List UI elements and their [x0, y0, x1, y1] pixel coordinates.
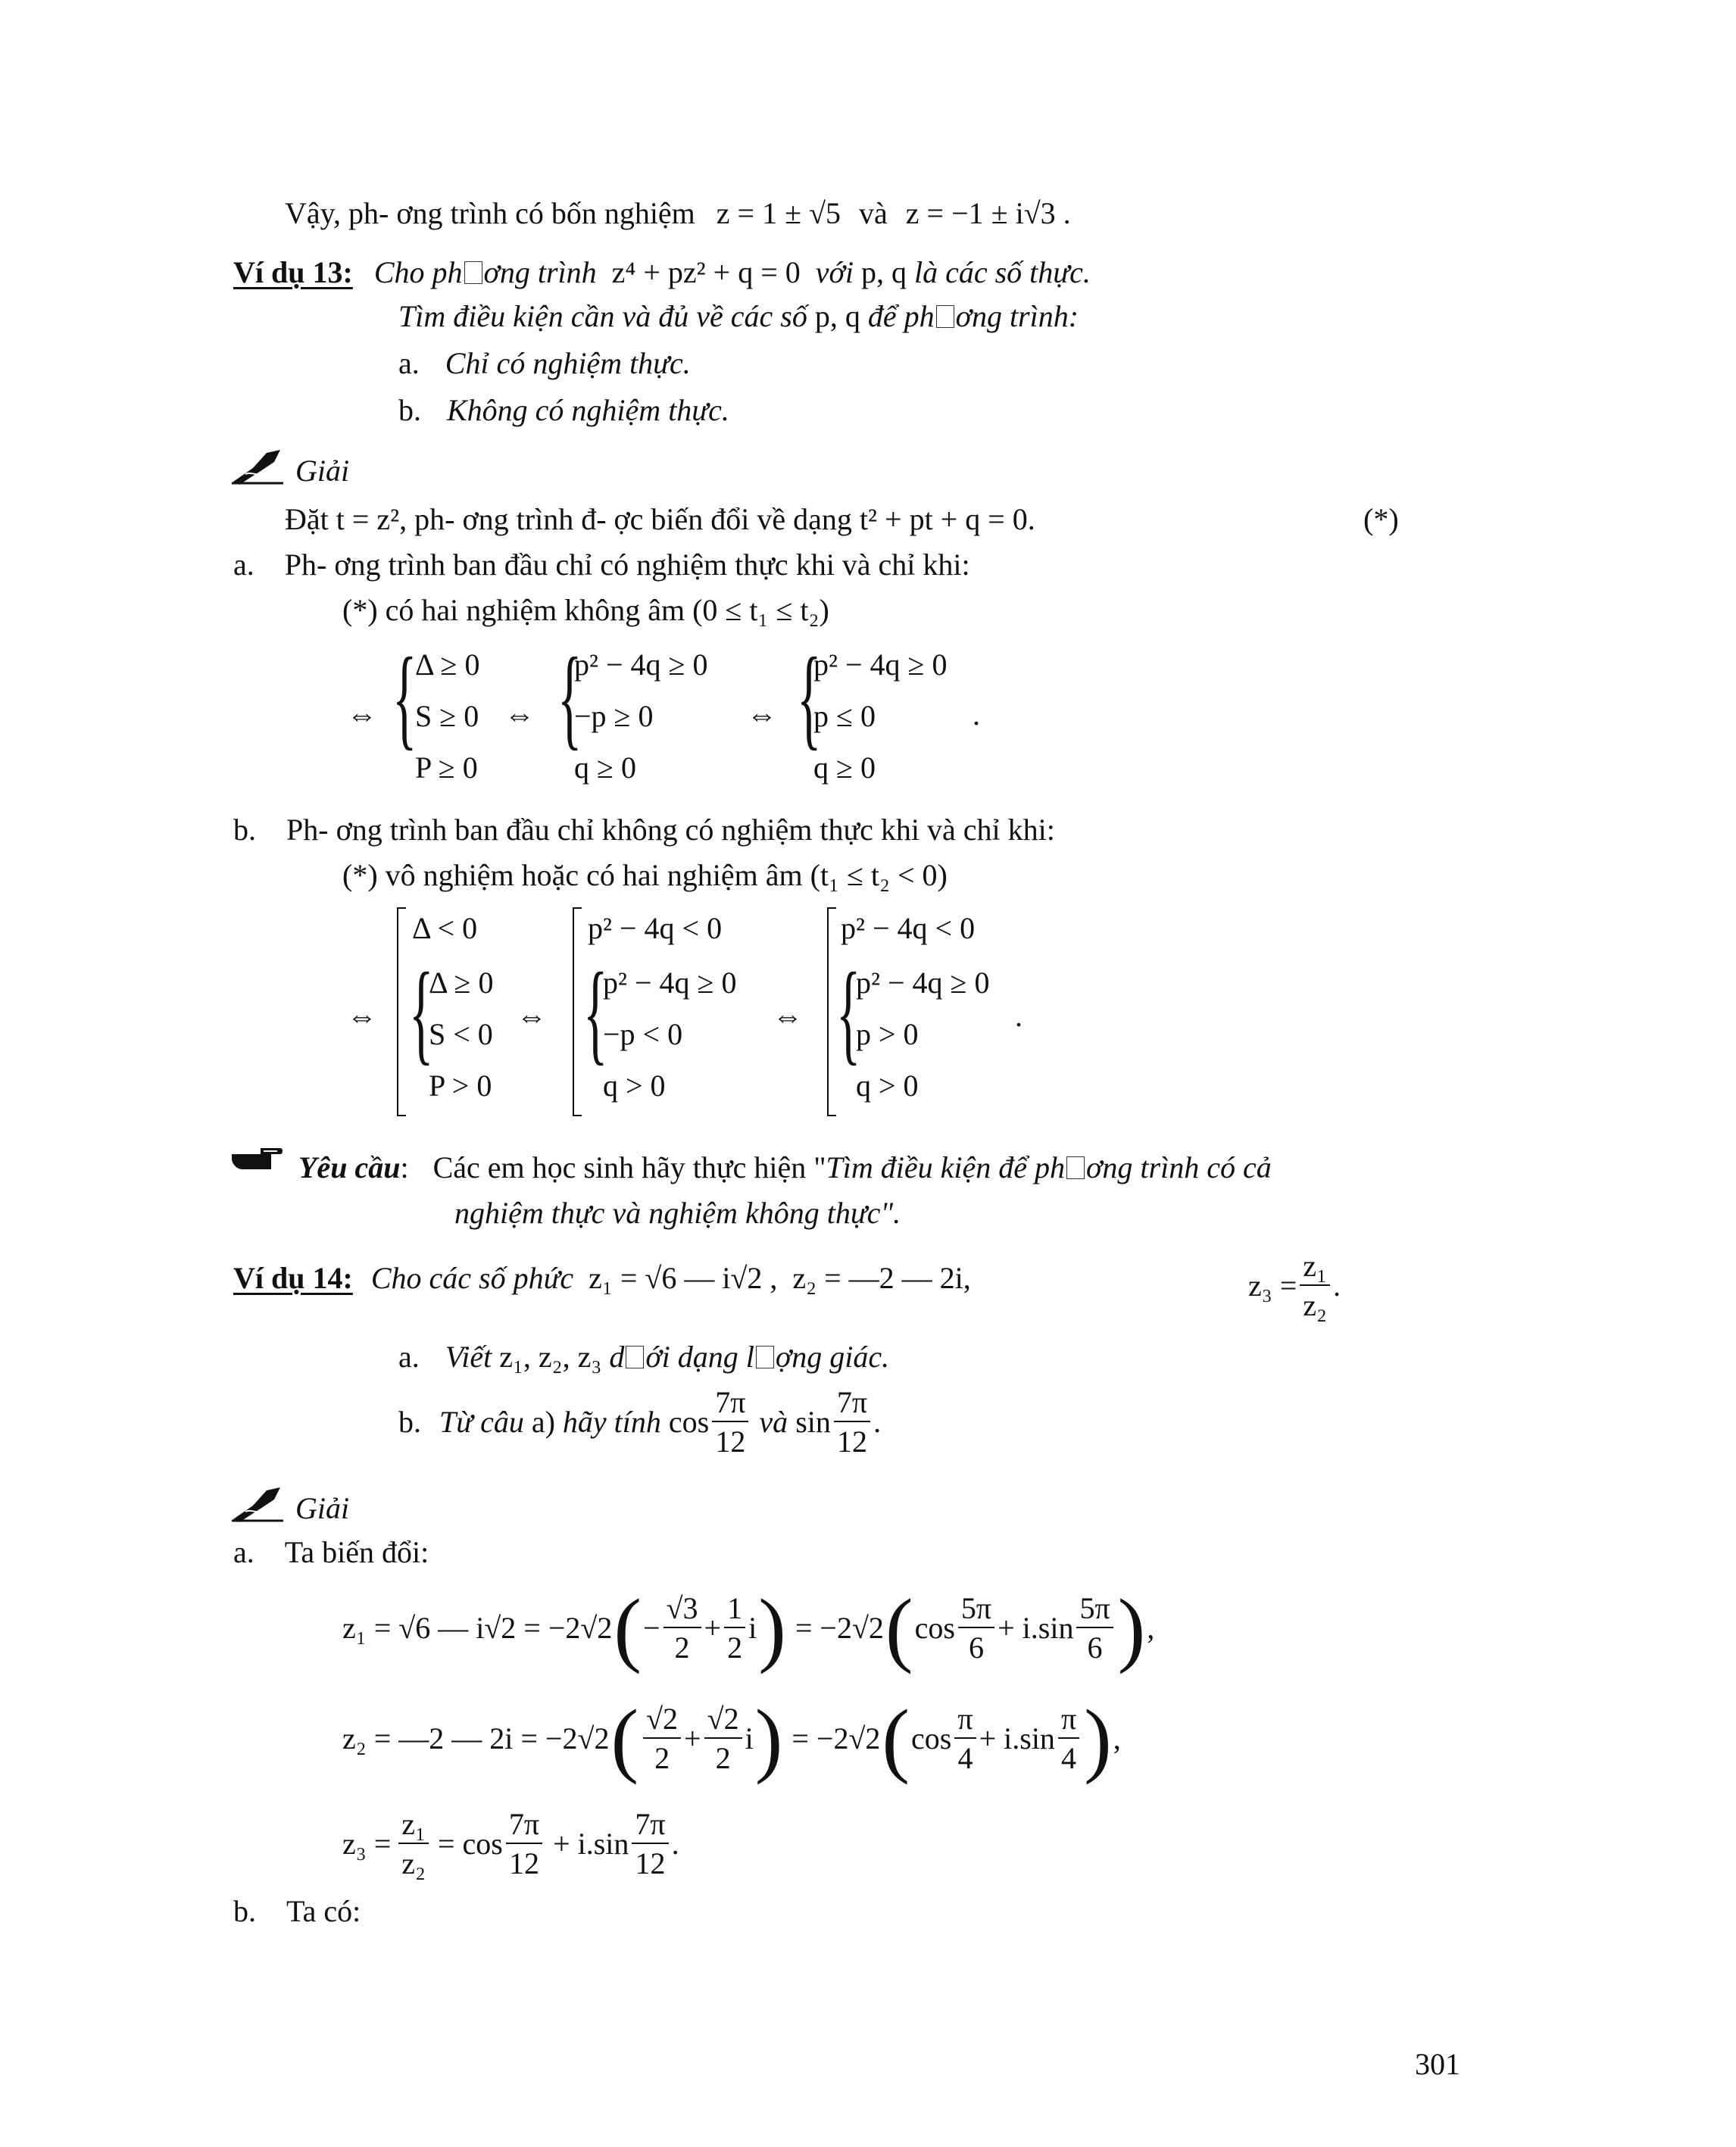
z3-lhs: z₃ = [342, 1827, 392, 1861]
z2-cos: cos [911, 1721, 952, 1755]
ex13-text-4: là các số thực. [913, 255, 1091, 289]
paren-close: ) [1117, 1582, 1146, 1674]
item-b-label: b. [398, 1405, 421, 1439]
z3-frac-7pi12-b [632, 1809, 668, 1879]
sys-b-c1-row3: P > 0 [429, 1069, 492, 1103]
equiv-arrow-1: ⇔ [347, 697, 377, 732]
missing-glyph-box [756, 1346, 774, 1368]
solution-1-heading: Giải [295, 454, 350, 488]
paren-close: ) [758, 1582, 786, 1674]
writing-hand-icon [230, 1486, 285, 1524]
z1-end: , [1147, 1611, 1155, 1645]
sys-a-c3-row3: q ≥ 0 [813, 751, 876, 785]
request-text-2: Tìm điều kiện để ph [826, 1150, 1066, 1184]
fraction-numerator: √3 [663, 1593, 701, 1628]
part-b-label: b. [233, 1894, 256, 1928]
sys-a-c2-row1: p² − 4q ≥ 0 [574, 648, 708, 682]
part-a-label: a. [233, 548, 254, 582]
sys-a-c1-row1: Δ ≥ 0 [415, 648, 480, 682]
sys-a-c1-row3: P ≥ 0 [415, 751, 478, 785]
fraction-denominator: 6 [1087, 1631, 1103, 1665]
z1-eq: = −2√2 [795, 1611, 884, 1645]
star-label: (*) [1363, 502, 1399, 536]
paren-open: ( [614, 1582, 642, 1674]
sys-b-c3-row2: p > 0 [856, 1017, 919, 1051]
fraction-denominator: 12 [715, 1425, 746, 1459]
request-text-1: Các em học sinh hãy thực hiện " [432, 1150, 826, 1184]
sys-b-end: . [1015, 999, 1023, 1033]
example-14-label: Ví dụ 14: [233, 1261, 353, 1295]
brace: { [409, 950, 434, 1075]
part-b-label: b. [233, 813, 256, 847]
z1-derivation [342, 1583, 1154, 1674]
ex13-l2-text: Tìm điều kiện cần và đủ về các số [398, 299, 807, 333]
sol2-part-a [233, 1537, 429, 1568]
z1-frac-5pi6-b [1076, 1593, 1113, 1663]
z1-plus: + [704, 1611, 722, 1645]
substitution-text: Đặt t = z², ph- ơng trình đ- ợc biến đổi về dạng t² + pt + q = 0. [285, 502, 1035, 536]
ex14-b-and: và [759, 1405, 788, 1439]
ex14-z2: z₂ = —2 — 2i, [792, 1261, 971, 1295]
item-a-label: a. [398, 346, 420, 380]
z2-frac-a [643, 1704, 681, 1774]
sys-b-c2-row1: p² − 4q ≥ 0 [603, 966, 737, 1000]
z2-frac-b [704, 1704, 742, 1774]
request-line-1 [298, 1150, 1272, 1184]
fraction-numerator: √2 [704, 1704, 742, 1739]
z2-i: i [745, 1721, 754, 1755]
missing-glyph-box [464, 261, 482, 284]
sys-a-end: . [973, 697, 980, 732]
fraction-numerator: 5π [1076, 1593, 1113, 1628]
equiv-arrow-2: ⇔ [504, 697, 535, 732]
sys-a-c2-row3: q ≥ 0 [574, 751, 636, 785]
ex14-a-text3: ới dạng l [645, 1340, 754, 1374]
sys-a-c2-row2: −p ≥ 0 [574, 699, 654, 733]
ex14-a-text4: ợng giác. [775, 1340, 890, 1374]
ex14-b-text1: Từ câu [439, 1405, 524, 1439]
z3-derivation [342, 1802, 679, 1886]
conclusion-line [285, 198, 1071, 229]
z2-end: , [1113, 1721, 1121, 1755]
z2-frac-pi4-b [1058, 1704, 1079, 1774]
bracket [827, 907, 836, 1116]
roots-real: z = 1 ± √5 [716, 196, 841, 230]
sys-b-c1-top: Δ < 0 [412, 911, 478, 945]
request-text-3: ơng trình có cả [1086, 1150, 1272, 1184]
ex13-equation: z⁴ + pz² + q = 0 [611, 255, 801, 289]
sys-b-c2-top: p² − 4q < 0 [588, 911, 723, 945]
sys-a-c3-row1: p² − 4q ≥ 0 [813, 648, 948, 682]
sys-b-c3-row1: p² − 4q ≥ 0 [856, 966, 990, 1000]
fraction-numerator: z₁ [398, 1809, 429, 1844]
ex14-b-frac1 [712, 1387, 748, 1457]
z1-frac-half [724, 1593, 745, 1663]
z3-frac-7pi12 [506, 1809, 542, 1879]
sol2-part-b [233, 1896, 361, 1927]
fraction-numerator: 7π [506, 1809, 542, 1844]
z1-frac-sqrt3 [663, 1593, 701, 1663]
roots-complex: z = −1 ± i√3 . [905, 196, 1071, 230]
missing-glyph-box [1066, 1156, 1085, 1179]
z3-eq: = cos [437, 1827, 503, 1861]
item-b-text: Không có nghiệm thực. [447, 393, 729, 427]
z3-frac [398, 1809, 429, 1879]
ex13-vars: p, q [860, 255, 907, 289]
pointing-hand-icon [230, 1144, 285, 1174]
ex14-a-vars: z₁, z₂, z₃ [499, 1340, 602, 1374]
conj-text: và [859, 196, 888, 230]
part-a-text: Ph- ơng trình ban đầu chỉ có nghiệm thực khi và chỉ khi: [284, 548, 970, 582]
missing-glyph-box [936, 305, 954, 328]
fraction-denominator: 2 [715, 1741, 731, 1775]
brace: { [836, 950, 861, 1075]
fraction-numerator: z₁ [1300, 1251, 1330, 1286]
z2-frac-pi4 [954, 1704, 976, 1774]
fraction-denominator: 4 [1061, 1741, 1077, 1775]
paren-open: ( [610, 1693, 639, 1785]
ex13-item-b [398, 395, 729, 426]
z3-isin: + i.sin [553, 1827, 629, 1861]
writing-hand-icon [230, 448, 285, 486]
sys-b-c3-row3: q > 0 [856, 1069, 919, 1103]
fraction-denominator: z₂ [401, 1846, 426, 1880]
equiv-arrow-6: ⇔ [773, 999, 803, 1033]
ex13-line-2 [398, 301, 1079, 332]
brace: { [583, 950, 608, 1075]
fraction-denominator: z₂ [1303, 1288, 1327, 1322]
z2-plus: + [684, 1721, 701, 1755]
sys-b-c2-row3: q > 0 [603, 1069, 666, 1103]
paren-close: ) [1084, 1693, 1112, 1785]
ex14-item-b [398, 1387, 881, 1457]
example-14-title [233, 1263, 971, 1294]
sol1-part-b [233, 815, 1055, 845]
ex14-b-sin: sin [795, 1405, 831, 1439]
sys-b-c3-top: p² − 4q < 0 [841, 911, 976, 945]
sys-b-c1-row2: S < 0 [429, 1017, 493, 1051]
item-b-label: b. [398, 393, 421, 427]
request-line-2: nghiệm thực và nghiệm không thực". [454, 1196, 901, 1230]
fraction-denominator: 12 [508, 1846, 539, 1880]
example-13-title [233, 257, 1091, 288]
ex14-a-text1: Viết [445, 1340, 492, 1374]
fraction-denominator: 2 [674, 1631, 690, 1665]
ex14-z1: z₁ = √6 — i√2 , [589, 1261, 778, 1295]
z3-end: . [671, 1827, 679, 1861]
item-a-label: a. [398, 1340, 420, 1374]
z2-eq: = −2√2 [792, 1721, 881, 1755]
paren-open: ( [882, 1693, 910, 1785]
z2-isin: + i.sin [979, 1721, 1055, 1755]
fraction-numerator: 7π [834, 1387, 870, 1422]
z1-frac-5pi6 [958, 1593, 994, 1663]
part-b-text: Ta có: [286, 1894, 361, 1928]
example-13-label: Ví dụ 13: [233, 255, 353, 289]
fraction-numerator: √2 [643, 1704, 681, 1739]
fraction-denominator: 2 [727, 1631, 743, 1665]
z2-lhs: z₂ = —2 — 2i = −2√2 [342, 1721, 610, 1755]
fraction-numerator: 1 [724, 1593, 745, 1628]
fraction-denominator: 4 [957, 1741, 973, 1775]
item-a-text: Chỉ có nghiệm thực. [445, 346, 691, 380]
fraction-denominator: 2 [654, 1741, 670, 1775]
ex14-a-text2: d [609, 1340, 625, 1374]
equiv-arrow-3: ⇔ [747, 697, 777, 732]
bracket [573, 907, 582, 1116]
paren-close: ) [754, 1693, 783, 1785]
sol1-part-a [233, 550, 970, 580]
bracket [397, 907, 406, 1116]
paren-open: ( [885, 1582, 913, 1674]
brace: { [797, 635, 822, 760]
equiv-arrow-4: ⇔ [347, 999, 377, 1033]
sys-a-c1-row2: S ≥ 0 [415, 699, 479, 733]
ex14-b-text2: a) [531, 1405, 555, 1439]
sys-a-c3-row2: p ≤ 0 [813, 699, 876, 733]
ex13-item-a [398, 348, 691, 379]
ex13-text-1: Cho ph [373, 255, 463, 289]
z1-lhs: z₁ = √6 — i√2 = −2√2 [342, 1611, 613, 1645]
ex14-item-a [398, 1342, 889, 1372]
fraction-numerator: 7π [712, 1387, 748, 1422]
solution-2-heading: Giải [295, 1491, 350, 1525]
page-number: 301 [1415, 2047, 1460, 2081]
sys-b-c1-row1: Δ ≥ 0 [429, 966, 494, 1000]
ex13-l2-text2: để ph [867, 299, 935, 333]
part-a-condition: (*) có hai nghiệm không âm (0 ≤ t₁ ≤ t₂) [342, 593, 829, 627]
ex14-z3-fraction [1300, 1251, 1330, 1321]
ex14-z3-lhs: z₃ = [1248, 1269, 1297, 1303]
missing-glyph-box [626, 1346, 644, 1368]
fraction-numerator: π [1058, 1704, 1079, 1739]
ex14-b-end: . [873, 1405, 882, 1439]
ex14-z3 [1248, 1251, 1341, 1321]
part-b-text: Ph- ơng trình ban đầu chỉ không có nghiệm thực khi và chỉ khi: [286, 813, 1055, 847]
fraction-denominator: 12 [635, 1846, 666, 1880]
ex14-b-text3: hãy tính [562, 1405, 661, 1439]
ex13-text-2: ơng trình [483, 255, 597, 289]
part-a-label: a. [233, 1535, 254, 1569]
sys-b-c2-row2: −p < 0 [603, 1017, 683, 1051]
fraction-denominator: 12 [836, 1425, 867, 1459]
substitution-line [285, 504, 1035, 535]
brace: { [557, 635, 582, 760]
fraction-numerator: 7π [632, 1809, 668, 1844]
part-a-text: Ta biến đổi: [284, 1535, 429, 1569]
z1-neg: − [643, 1611, 660, 1645]
ex14-b-cos: cos [668, 1405, 710, 1439]
z1-isin: + i.sin [998, 1611, 1074, 1645]
conclusion-text: Vậy, ph- ơng trình có bốn nghiệm [285, 196, 695, 230]
fraction-numerator: π [954, 1704, 976, 1739]
request-colon: : [400, 1150, 409, 1184]
equiv-arrow-5: ⇔ [517, 999, 547, 1033]
z2-derivation [342, 1693, 1121, 1784]
z1-cos: cos [914, 1611, 955, 1645]
z1-i: i [748, 1611, 757, 1645]
fraction-denominator: 6 [968, 1631, 984, 1665]
ex14-z3-end: . [1332, 1269, 1341, 1303]
part-b-condition: (*) vô nghiệm hoặc có hai nghiệm âm (t₁ ≤ t₂ < 0) [342, 858, 948, 892]
ex13-l2-text3: ơng trình: [955, 299, 1079, 333]
ex13-l2-vars: p, q [814, 299, 860, 333]
fraction-numerator: 5π [958, 1593, 994, 1628]
ex13-text-3: với [815, 255, 854, 289]
ex14-intro: Cho các số phức [370, 1261, 574, 1295]
ex14-b-frac2 [834, 1387, 870, 1457]
request-label: Yêu cầu [298, 1150, 401, 1184]
brace: { [392, 635, 417, 760]
